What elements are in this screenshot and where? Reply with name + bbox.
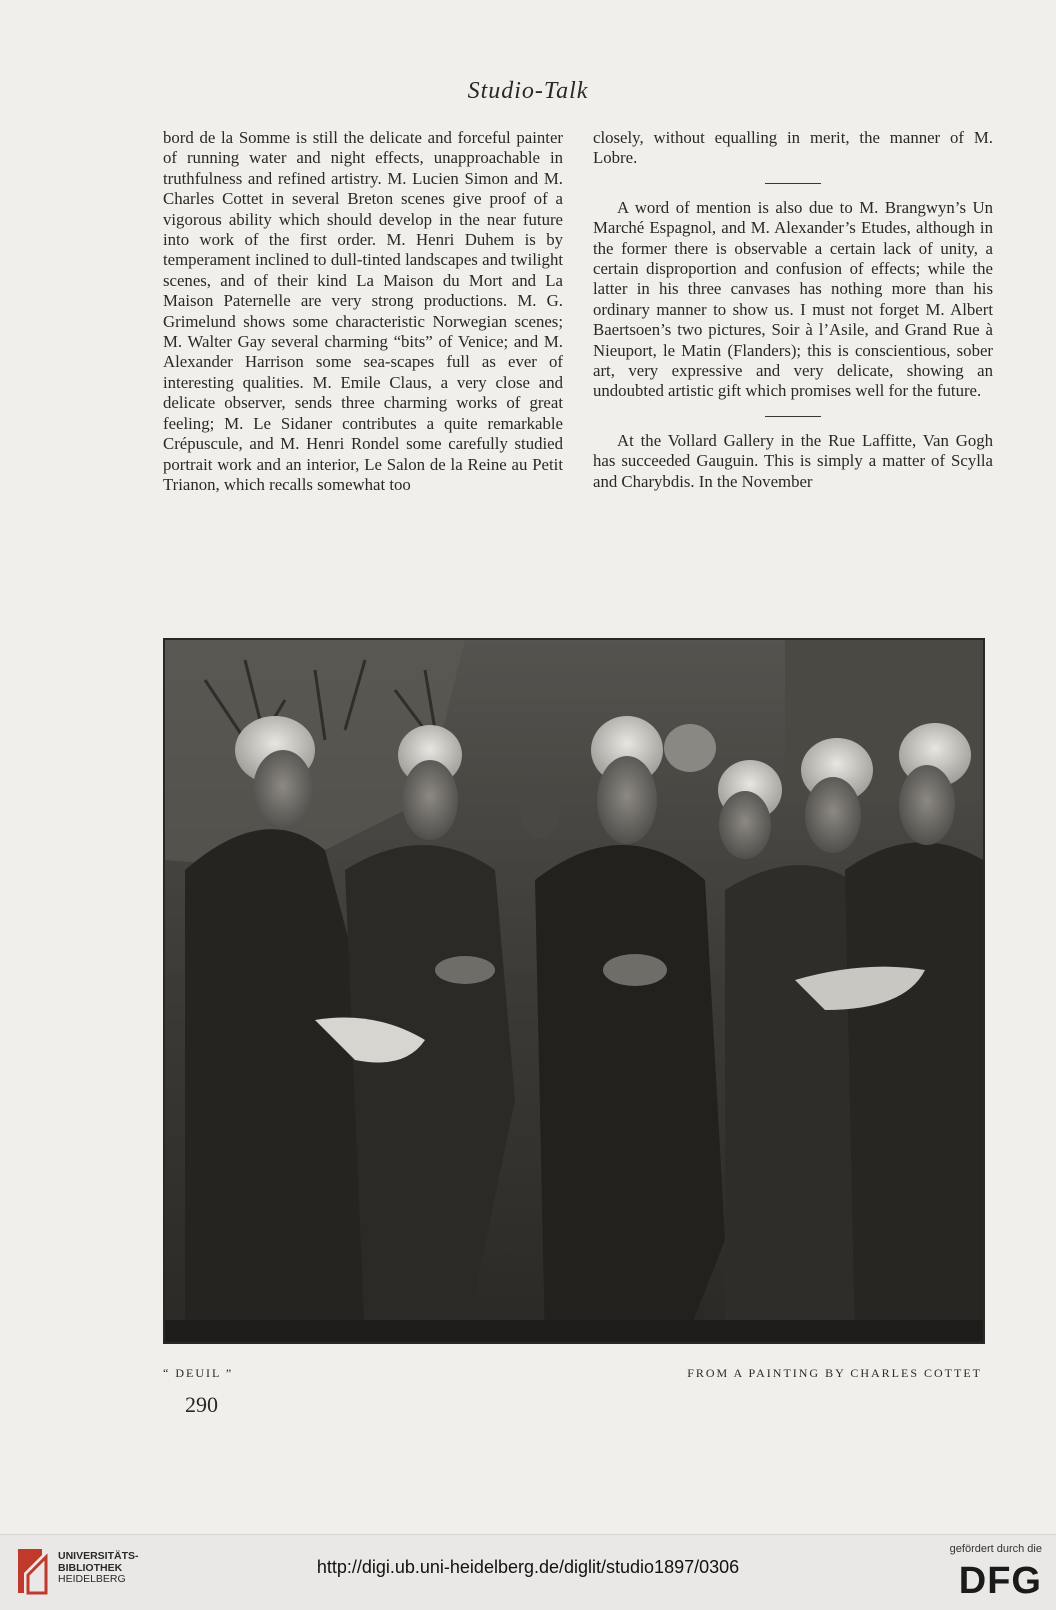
left-paragraph: bord de la Somme is still the delicate and forceful painter of running water and night effects, unapproachable in truthfulness and refined artistry. M. Lucien Simon and M. Charles Cottet in several Breton scenes give proof of a vigorous ability which should develop in the near future into work of the first order. M. Henri Duhem is by temperament inclined to dull-tinted landscapes and twilight scenes, and of their kind La Maison du Mort and La Maison Paternelle are very strong productions. M. G. Grimelund shows some characteristic Norwegian scenes; M. Walter Gay several charming “bits” of Venice; and M. Alexander Harrison some sea-scapes full as ever of interesting qualities. M. Emile Claus, a very close and delicate observer, sends three charming works of great feeling; M. Le Sidaner contributes a quite remarkable Crépuscule, and M. Henri Rondel some carefully studied portrait work and an interior, Le Salon de la Reine au Petit Trianon, which recalls somewhat too bbox=[163, 128, 563, 494]
funding-note: gefördert durch die bbox=[949, 1543, 1042, 1555]
right-paragraph-1: closely, without equalling in merit, the manner of M. Lobre. bbox=[593, 128, 993, 168]
dfg-logo: DFG bbox=[958, 1560, 1042, 1602]
section-divider bbox=[765, 183, 821, 184]
figure-caption-credit: FROM A PAINTING BY CHARLES COTTET bbox=[687, 1366, 982, 1380]
painting-image bbox=[165, 640, 983, 1342]
figure-caption-title: “ DEUIL ” bbox=[163, 1366, 234, 1380]
right-paragraph-3: At the Vollard Gallery in the Rue Laffitte, Van Gogh has succeeded Gauguin. This is simply a matter of Scylla and Charybdis. In the November bbox=[593, 430, 993, 491]
left-column bbox=[163, 128, 563, 495]
institution-line-1: UNIVERSITÄTS- bbox=[58, 1550, 139, 1562]
page-number: 290 bbox=[185, 1392, 218, 1417]
permalink-url[interactable]: http://digi.ub.uni-heidelberg.de/diglit/studio1897/0306 bbox=[316, 1557, 740, 1577]
right-paragraph-2: A word of mention is also due to M. Brangwyn’s Un Marché Espagnol, and M. Alexander’s Etudes, although in the former there is observable a certain lack of unity, a certain disproportion and confusion of effects; while the latter in his three canvases has nothing more than his ordinary manner to show us. I must not forget M. Albert Baertsoen’s two pictures, Soir à l’Asile, and Grand Rue à Nieuport, le Matin (Flanders); this is conscientious, sober art, very expressive and very delicate, showing an undoubted artistic gift which promises well for the future. bbox=[593, 197, 993, 401]
footer-bar bbox=[0, 1534, 1056, 1610]
right-column bbox=[593, 128, 993, 492]
section-divider bbox=[765, 416, 821, 417]
institution-line-2: BIBLIOTHEK bbox=[58, 1561, 123, 1574]
painting-illustration bbox=[163, 638, 985, 1344]
institution-line-3: HEIDELBERG bbox=[58, 1573, 126, 1585]
running-head: Studio-Talk bbox=[467, 78, 589, 104]
